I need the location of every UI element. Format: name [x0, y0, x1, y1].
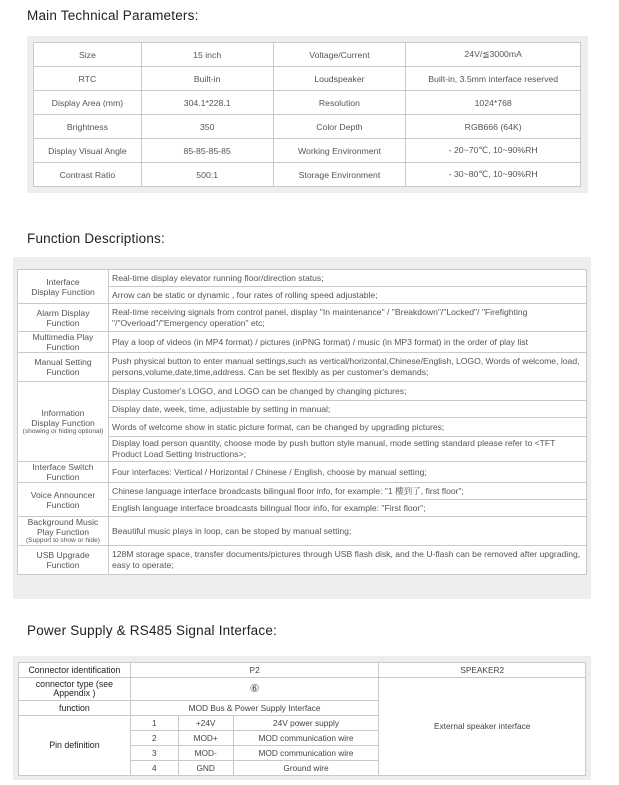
function-descriptions-table: [17, 269, 587, 575]
function-name: [18, 462, 109, 483]
function-name-line: Function: [46, 560, 80, 570]
param-value: RGB666 (64K): [406, 115, 581, 139]
function-descriptions-panel: [13, 257, 591, 599]
power-interface-panel: [13, 656, 591, 780]
function-name: [18, 546, 109, 575]
table-row: [34, 115, 581, 139]
function-description: Real-time receiving signals from control panel, display "In maintenance" / "Breakdown"/"Locked"/ "Firefighting "/"Overload"/"Emergency operation" etc;: [109, 304, 587, 332]
table-row: [18, 462, 587, 483]
param-name: Loudspeaker: [273, 67, 406, 91]
param-value: 1024*768: [406, 91, 581, 115]
power-interface-table: [18, 662, 586, 776]
p2-cell: P2: [130, 663, 379, 678]
param-name: RTC: [34, 67, 142, 91]
pin-signal: GND: [178, 761, 233, 776]
pin-description: MOD communication wire: [233, 746, 379, 761]
param-name: Storage Environment: [273, 163, 406, 187]
function-note: (Support to show or hide): [25, 537, 101, 544]
param-value: 85-85-85-85: [141, 139, 273, 163]
function-description: Real-time display elevator running floor/direction status;: [109, 270, 587, 287]
param-name: Working Environment: [273, 139, 406, 163]
function-name-line: Background Music: [27, 517, 99, 527]
connector-id-label: Connector identification: [19, 663, 131, 678]
tech-params-table: [33, 42, 581, 187]
power-interface-title: Power Supply & RS485 Signal Interface:: [27, 623, 277, 638]
pin-number: 2: [130, 731, 178, 746]
speaker-interface-cell: External speaker interface: [379, 678, 586, 776]
function-name-line: Play Function: [36, 527, 90, 537]
pin-number: 3: [130, 746, 178, 761]
function-description: Four interfaces: Vertical / Horizontal / Chinese / English, choose by manual setting;: [109, 462, 587, 483]
pin-definition-label: Pin definition: [19, 716, 131, 776]
param-name: Color Depth: [273, 115, 406, 139]
param-name: Resolution: [273, 91, 406, 115]
function-name-line: Display Function: [31, 286, 95, 297]
function-name-line: USB Upgrade: [36, 550, 90, 560]
function-description: Display Customer's LOGO, and LOGO can be changed by changing pictures;: [109, 382, 587, 401]
param-name: Size: [34, 43, 142, 67]
function-label: function: [19, 701, 131, 716]
function-description: Words of welcome show in static picture format, can be changed by upgrading pictures;: [109, 418, 587, 437]
function-name-line: Voice Announcer: [30, 489, 96, 500]
param-name: Display Visual Angle: [34, 139, 142, 163]
param-value: 15 inch: [141, 43, 273, 67]
table-row: [34, 67, 581, 91]
function-name-line: Manual Setting: [34, 357, 92, 367]
pin-signal: +24V: [178, 716, 233, 731]
function-name-line: Function: [46, 342, 80, 352]
pin-signal: MOD+: [178, 731, 233, 746]
function-name-line: Alarm Display: [36, 307, 90, 318]
function-description: Push physical button to enter manual settings,such as vertical/horizontal,Chinese/English, LOGO, Words of welcome, load, persons,volume,date,time,address. Can be set flexibly as per customer's demands;: [109, 353, 587, 382]
function-descriptions-title: Function Descriptions:: [27, 231, 165, 246]
pin-number: 4: [130, 761, 178, 776]
tech-params-panel: [27, 36, 588, 193]
table-row: [18, 270, 587, 287]
table-row: [19, 678, 586, 701]
table-row: [34, 43, 581, 67]
param-value: - 30~80℃, 10~90%RH: [406, 163, 581, 187]
table-row: [34, 139, 581, 163]
param-value: Built-in, 3.5mm interface reserved: [406, 67, 581, 91]
param-value: Built-in: [141, 67, 273, 91]
table-row: [18, 546, 587, 575]
function-name: [18, 270, 109, 304]
tech-params-title: Main Technical Parameters:: [27, 8, 199, 23]
table-row: [19, 663, 586, 678]
function-description: 128M storage space, transfer documents/pictures through USB flash disk, and the U-flash can be removed after upgrading, easy to operate;: [109, 546, 587, 575]
function-description: Display date, week, time, adjustable by setting in manual;: [109, 401, 587, 418]
param-value: 500:1: [141, 163, 273, 187]
function-name: [18, 483, 109, 517]
function-description: Arrow can be static or dynamic , four rates of rolling speed adjustable;: [109, 287, 587, 304]
function-name-line: Interface: [46, 276, 80, 287]
table-row: [18, 483, 587, 500]
param-value: 350: [141, 115, 273, 139]
function-name: [18, 332, 109, 353]
function-name: [18, 382, 109, 462]
function-description: English language interface broadcasts bilingual floor info, for example: "First floor";: [109, 500, 587, 517]
param-name: Voltage/Current: [273, 43, 406, 67]
pin-description: Ground wire: [233, 761, 379, 776]
function-name-line: Function: [46, 367, 80, 377]
function-description: Play a loop of videos (in MP4 format) / pictures (inPNG format) / music (in MP3 format) in the order of play list: [109, 332, 587, 353]
param-value: 24V/≦3000mA: [406, 43, 581, 67]
param-value: - 20~70℃, 10~90%RH: [406, 139, 581, 163]
table-row: [18, 517, 587, 546]
connector-type-label: connector type (see Appendix ): [19, 678, 131, 701]
function-name-line: Function: [46, 499, 80, 510]
function-name-line: Function: [46, 472, 80, 482]
param-name: Contrast Ratio: [34, 163, 142, 187]
function-name: [18, 517, 109, 546]
table-row: [18, 332, 587, 353]
function-name: [18, 353, 109, 382]
function-description: Beautiful music plays in loop, can be stoped by manual setting;: [109, 517, 587, 546]
speaker2-cell: SPEAKER2: [379, 663, 586, 678]
function-name-line: Information: [41, 407, 85, 418]
table-row: [18, 304, 587, 332]
function-name: [18, 304, 109, 332]
table-row: [18, 353, 587, 382]
function-description: Display load person quantity, choose mode by push button style manual, mode setting standard please refer to <TFT Product Load Setting Instructions>;: [109, 437, 587, 462]
function-name-line: Multimedia Play: [32, 332, 94, 342]
function-text: MOD Bus & Power Supply Interface: [130, 701, 379, 716]
function-note: (showing or hiding optional): [22, 427, 104, 435]
table-row: [34, 91, 581, 115]
function-description: Chinese language interface broadcasts bilingual floor info, for example: "1 樓到了, first floor";: [109, 483, 587, 500]
connector-type-symbol: ⑥: [130, 678, 379, 701]
function-name-line: Display Function: [31, 417, 95, 428]
function-name-line: Interface Switch: [32, 462, 94, 472]
pin-number: 1: [130, 716, 178, 731]
pin-description: MOD communication wire: [233, 731, 379, 746]
table-row: [34, 163, 581, 187]
param-value: 304.1*228.1: [141, 91, 273, 115]
pin-signal: MOD-: [178, 746, 233, 761]
function-name-line: Function: [46, 317, 80, 328]
pin-description: 24V power supply: [233, 716, 379, 731]
param-name: Brightness: [34, 115, 142, 139]
param-name: Display Area (mm): [34, 91, 142, 115]
table-row: [18, 382, 587, 401]
